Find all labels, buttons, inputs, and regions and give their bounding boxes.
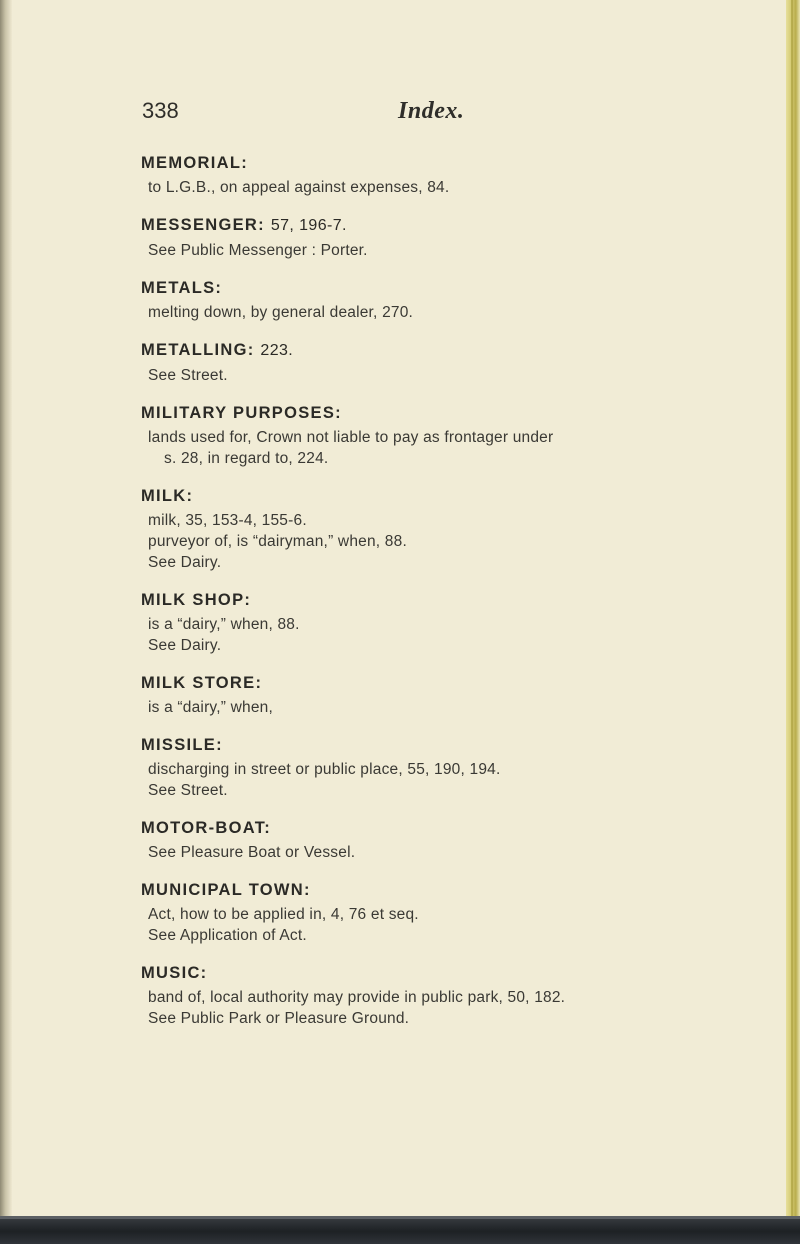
entry-line: milk, 35, 153-4, 155-6. [148,512,307,529]
entry-line: melting down, by general dealer, 270. [148,304,414,321]
index-entry [141,589,781,656]
entry-heading: MILK: [141,487,194,505]
entry-line: discharging in street or public place, 55, 190, 194. [148,761,501,778]
entry-line: See Street. [148,782,228,799]
index-entry [141,879,781,946]
entry-line: is a “dairy,” when, 88. [148,616,300,633]
entry-heading: METALLING: 223. [141,341,294,359]
entry-heading: METALS: [141,279,223,297]
entry-line: s. 28, in regard to, 224. [164,450,329,467]
entry-line: Act, how to be applied in, 4, 76 et seq. [148,906,419,923]
entry-heading: MISSILE: [141,736,223,754]
binding-gutter [0,0,12,1244]
entry-line: See Street. [148,367,228,384]
entry-line: See Application of Act. [148,927,307,944]
entry-heading: MUSIC: [141,964,208,982]
entry-line: lands used for, Crown not liable to pay as frontager under [148,429,554,446]
entry-heading: MESSENGER: 57, 196-7. [141,216,347,234]
index-entry [141,152,781,198]
entry-line: See Public Park or Pleasure Ground. [148,1010,410,1027]
entry-heading: MILK STORE: [141,674,263,692]
entry-line: purveyor of, is “dairyman,” when, 88. [148,533,407,550]
page-header [142,90,662,130]
entry-heading: MUNICIPAL TOWN: [141,881,311,899]
index-entry [141,339,781,386]
entry-heading: MOTOR-BOAT: [141,819,272,837]
index-entry [141,962,781,1029]
entry-heading: MILK SHOP: [141,591,252,609]
index-entry [141,277,781,323]
entry-line: See Dairy. [148,637,222,654]
entry-line: See Dairy. [148,554,222,571]
entry-line: See Public Messenger : Porter. [148,242,368,259]
index-entry [141,672,781,718]
index-entry [141,817,781,863]
entry-line: band of, local authority may provide in public park, 50, 182. [148,989,566,1006]
index-entries [141,152,781,1045]
entry-line: See Pleasure Boat or Vessel. [148,844,356,861]
scan-bottom-border [0,1216,800,1244]
page-edge [786,0,800,1244]
index-entry [141,402,781,469]
page-number: 338 [142,98,179,123]
index-entry [141,485,781,573]
entry-heading: MEMORIAL: [141,154,249,172]
entry-heading: MILITARY PURPOSES: [141,404,342,422]
entry-line: to L.G.B., on appeal against expenses, 84. [148,179,450,196]
running-title: Index. [398,98,465,124]
heading-refs: 57, 196-7. [270,217,347,234]
entry-line: is a “dairy,” when, [148,699,273,716]
index-entry [141,214,781,261]
heading-refs: 223. [260,342,294,359]
index-entry [141,734,781,801]
